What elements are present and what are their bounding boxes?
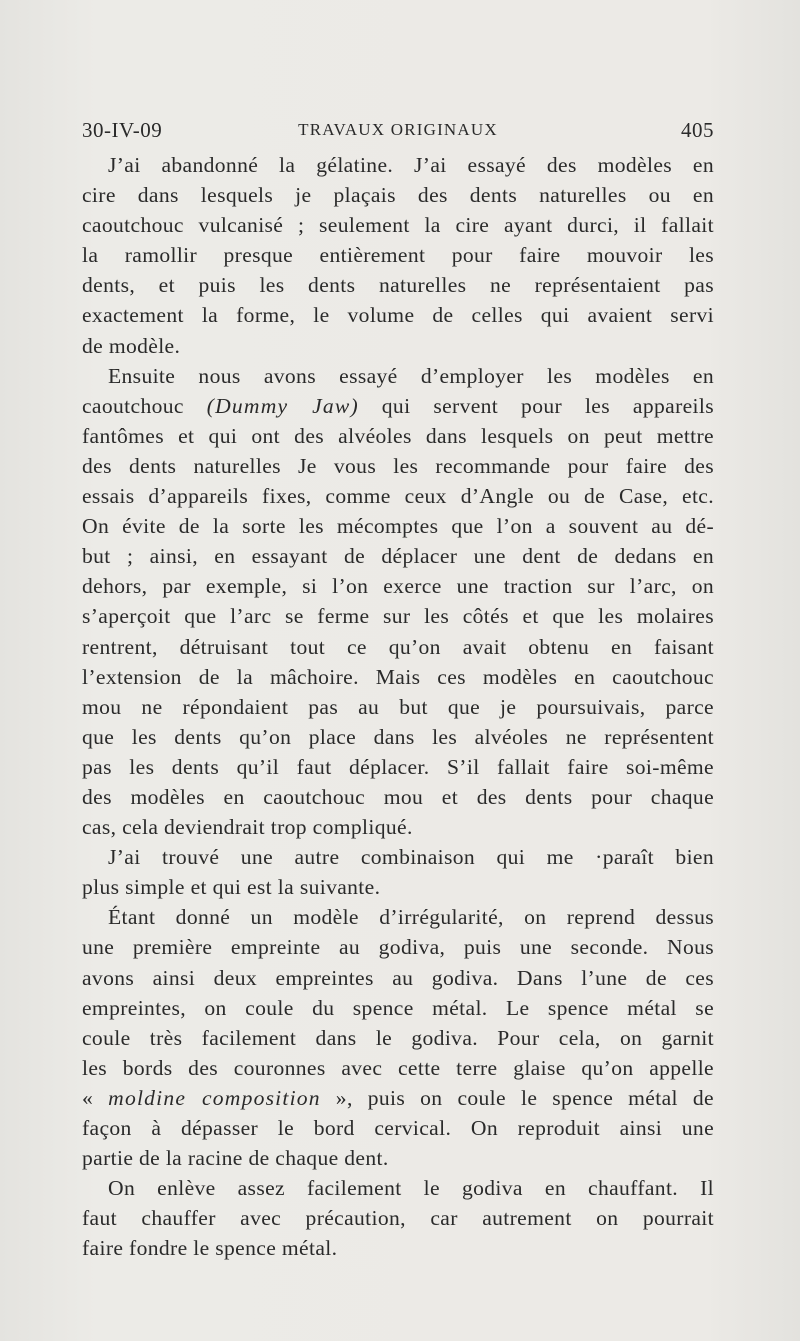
text-line: les bords des couronnes avec cette terre glaise qu’on appelle: [82, 1055, 714, 1080]
paragraph: [82, 361, 714, 843]
text-line: exactement la forme, le volume de celles qui avaient servi: [82, 303, 714, 328]
text-line: plus simple et qui est la suivante.: [82, 875, 381, 900]
text-run: qui servent pour les appareils: [358, 393, 714, 418]
issue-date: 30-IV-09: [82, 118, 163, 142]
text-line: faire fondre le spence métal.: [82, 1236, 338, 1261]
text-line: rentrent, détruisant tout ce qu’on avait obtenu en faisant: [82, 634, 714, 659]
paragraph: [82, 902, 714, 1173]
text-line: avons ainsi deux empreintes au godiva. Dans l’une de ces: [82, 965, 714, 990]
text-line: empreintes, on coule du spence métal. Le spence métal se: [82, 995, 714, 1020]
text-line: [82, 1083, 714, 1113]
text-line: Ensuite nous avons essayé d’employer les modèles en: [108, 363, 714, 388]
text-line: fantômes et qui ont des alvéoles dans lesquels on peut mettre: [82, 423, 714, 448]
section-title: TRAVAUX ORIGINAUX: [298, 120, 498, 139]
text-line: façon à dépasser le bord cervical. On reproduit ainsi une: [82, 1116, 714, 1140]
italic-term: moldine composition: [108, 1085, 321, 1110]
paragraph: [82, 150, 714, 361]
text-line: dents, et puis les dents naturelles ne représentaient pas: [82, 273, 714, 298]
text-line: but ; ainsi, en essayant de déplacer une dent de dedans en: [82, 544, 714, 569]
text-line: partie de la racine de chaque dent.: [82, 1146, 389, 1171]
running-head: [82, 118, 714, 148]
text-run: caoutchouc: [82, 393, 207, 418]
italic-term: (Dummy Jaw): [206, 393, 359, 418]
text-line: mou ne répondaient pas au but que je poursuivais, parce: [82, 694, 714, 719]
text-line: cire dans lesquels je plaçais des dents naturelles ou en: [82, 183, 714, 208]
text-line: de modèle.: [82, 333, 181, 358]
text-line: [82, 391, 714, 421]
text-line: dehors, par exemple, si l’on exerce une traction sur l’arc, on: [82, 574, 714, 599]
text-line: une première empreinte au godiva, puis une seconde. Nous: [82, 935, 714, 960]
paragraph: [82, 842, 714, 902]
text-line: s’aperçoit que l’arc se ferme sur les côtés et que les molaires: [82, 604, 714, 629]
text-line: pas les dents qu’il faut déplacer. S’il fallait faire soi-même: [82, 754, 714, 779]
text-line: On enlève assez facilement le godiva en chauffant. Il: [108, 1176, 714, 1201]
text-line: J’ai abandonné la gélatine. J’ai essayé des modèles en: [108, 153, 714, 177]
text-line: essais d’appareils fixes, comme ceux d’Angle ou de Case, etc.: [82, 484, 714, 509]
text-run: «: [82, 1085, 109, 1110]
text-line: l’extension de la mâchoire. Mais ces modèles en caoutchouc: [82, 664, 714, 689]
text-line: On évite de la sorte les mécomptes que l’on a souvent au dé-: [82, 514, 714, 539]
text-line: Étant donné un modèle d’irrégularité, on reprend dessus: [108, 905, 714, 930]
text-line: coule très facilement dans le godiva. Pour cela, on garnit: [82, 1025, 714, 1050]
paragraph: [82, 1173, 714, 1263]
text-line: J’ai trouvé une autre combinaison qui me ·paraît bien: [108, 845, 714, 870]
text-line: des dents naturelles Je vous les recommande pour faire des: [82, 453, 714, 478]
page-number: 405: [681, 118, 714, 142]
text-line: des modèles en caoutchouc mou et des dents pour chaque: [82, 784, 714, 809]
body-text: [82, 150, 714, 1263]
text-line: que les dents qu’on place dans les alvéoles ne représentent: [82, 724, 714, 749]
text-line: la ramollir presque entièrement pour faire mouvoir les: [82, 243, 714, 268]
text-line: cas, cela deviendrait trop compliqué.: [82, 815, 413, 840]
text-line: caoutchouc vulcanisé ; seulement la cire ayant durci, il fallait: [82, 213, 714, 238]
text-run: », puis on coule le spence métal de: [320, 1085, 714, 1110]
text-line: faut chauffer avec précaution, car autrement on pourrait: [82, 1206, 714, 1231]
